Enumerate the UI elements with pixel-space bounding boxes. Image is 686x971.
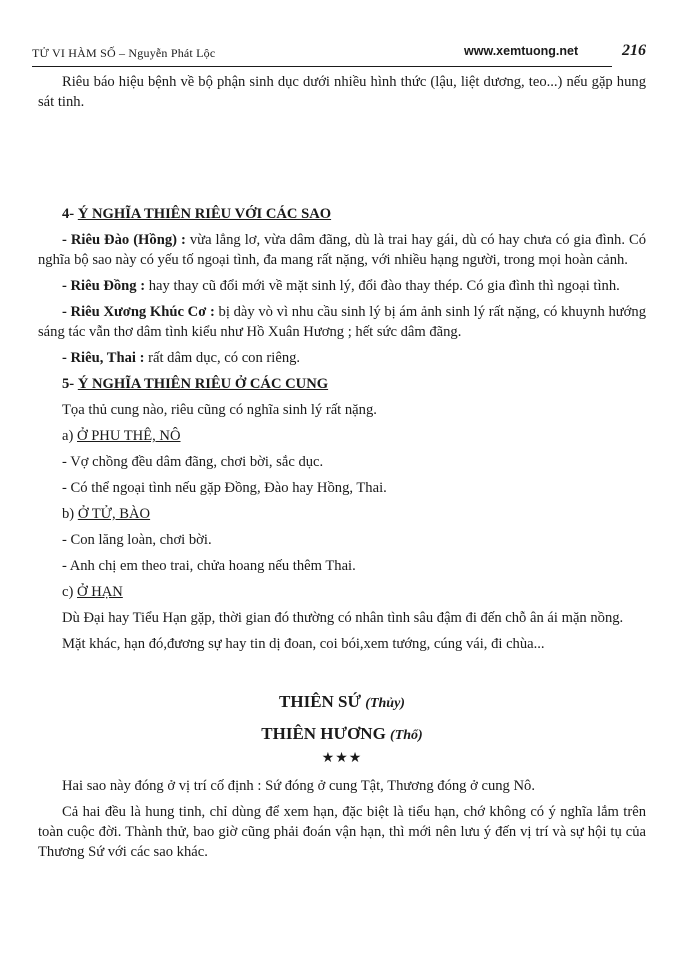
subsection-a-heading [38,426,646,446]
subsection-c-line: Dù Đại hay Tiểu Hạn gặp, thời gian đó thường có nhân tình sâu đậm đi đến chỗ ân ái mặn nồng. [62,610,624,626]
section-5-title: Ý NGHĨA THIÊN RIÊU Ở CÁC CUNG [77,376,329,392]
item-label: - Riêu Đào (Hồng) : [62,232,186,248]
section-5-intro: Tọa thủ cung nào, riêu cũng có nghĩa sinh lý rất nặng. [62,402,377,418]
star-title-thien-su [38,692,646,714]
subsection-c-title: Ở HẠN [77,584,123,600]
section-4-item [38,230,646,270]
page-body [38,72,646,862]
subsection-b-line: - Con lăng loàn, chơi bời. [62,532,212,548]
subsection-b-title: Ở TỬ, BÀO [77,506,151,522]
subsection-b-prefix: b) [62,506,78,522]
item-text: rất dâm dục, có con riêng. [144,350,301,366]
subsection-c-line: Mặt khác, hạn đó,đương sự hay tin dị đoan, coi bói,xem tướng, cúng vái, đi chùa... [62,636,545,652]
star-element: (Thổ) [390,728,423,743]
star-paragraph: Hai sao này đóng ở vị trí cố định : Sứ đóng ở cung Tật, Thương đóng ở cung Nô. [62,778,535,794]
section-4-title: Ý NGHĨA THIÊN RIÊU VỚI CÁC SAO [77,206,332,222]
subsection-a-prefix: a) [62,428,77,444]
item-label: - Riêu, Thai : [62,350,145,366]
subsection-b-heading [38,504,646,524]
star-title-thien-huong [38,724,646,746]
page-number: 216 [622,42,646,59]
star-name: THIÊN SỨ [279,692,362,711]
subsection-a-title: Ở PHU THÊ, NÔ [77,428,181,444]
star-divider-icon: ★★★ [321,751,363,766]
subsection-a-line: - Có thể ngoại tình nếu gặp Đồng, Đào hay Hồng, Thai. [62,480,387,496]
subsection-c-heading [38,582,646,602]
website-link[interactable]: www.xemtuong.net [464,44,579,58]
section-4-heading [38,204,646,224]
item-text: vừa lẳng lơ, vừa dâm đãng, dù là trai hay gái, dù có hay chưa có gia đình. Có nghĩa bộ sao này có yếu tố ngoại tình, đa mang rất nặng, với nhiều hạng người, trong mọi hoàn cảnh. [38,232,647,268]
item-label: - Riêu Đồng : [62,278,146,294]
header-divider [32,66,612,67]
intro-paragraph: Riêu báo hiệu bệnh về bộ phận sinh dục dưới nhiều hình thức (lậu, liệt dương, teo...) nếu gặp hung sát tinh. [38,74,646,110]
star-name: THIÊN HƯƠNG [261,724,386,743]
star-element: (Thủy) [365,696,405,711]
subsection-b-line: - Anh chị em theo trai, chửa hoang nếu thêm Thai. [62,558,356,574]
item-text: hay thay cũ đổi mới về mặt sinh lý, đổi đào thay thép. Có gia đình thì ngoại tình. [145,278,620,294]
item-label: - Riêu Xương Khúc Cơ : [62,304,215,320]
subsection-c-prefix: c) [62,584,77,600]
section-5-heading [38,374,646,394]
page-header [32,40,652,64]
section-4-number: 4- [62,206,78,222]
section-4-item [38,302,646,342]
section-4-item [38,348,646,368]
star-paragraph: Cả hai đều là hung tinh, chỉ dùng để xem hạn, đặc biệt là tiểu hạn, chớ không có ý nghĩa lắm trên toàn cuộc đời. Thành thử, bao giờ cũng phải đoán vận hạn, thì mới nên lưu ý đến vị trí và sự hội tụ của Thương Sứ với các sao khác. [38,804,646,860]
item-text: bị dày vò vì nhu cầu sinh lý bị ám ảnh sinh lý rất nặng, có khuynh hướng sáng tác vẫn thơ dâm tình kiểu như Hồ Xuân Hương ; hết sức dâm đãng. [38,304,646,340]
section-5-number: 5- [62,376,78,392]
subsection-a-line: - Vợ chồng đều dâm đãng, chơi bời, sắc dục. [62,454,324,470]
section-4-item [38,276,646,296]
book-title: TỬ VI HÀM SỐ – Nguyễn Phát Lộc [32,46,216,60]
